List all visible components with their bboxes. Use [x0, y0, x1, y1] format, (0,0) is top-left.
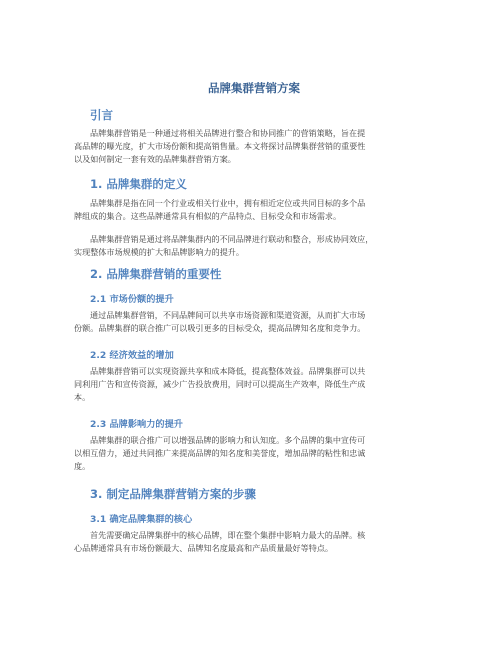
text-line: 心品牌通常具有市场份额最大、品牌知名度最高和产品质量最好等特点。: [74, 543, 334, 553]
text-line: 以及如何制定一套有效的品牌集群营销方案。: [74, 154, 236, 164]
text-line: 品牌集群是指在同一个行业或相关行业中，拥有相近定位或共同目标的多个品: [90, 198, 366, 208]
section-2-3-heading: 2.3 品牌影响力的提升: [90, 419, 183, 430]
section-1-heading: 1. 品牌集群的定义: [90, 177, 187, 191]
section-2-2-heading: 2.2 经济效益的增加: [90, 350, 174, 361]
document-title: 品牌集群营销方案: [208, 81, 300, 95]
text-line: 高品牌的曝光度，扩大市场份额和提高销售量。本文将探讨品牌集群营销的重要性: [74, 141, 366, 151]
text-line: 牌组成的集合。这些品牌通常具有相似的产品特点、目标受众和市场需求。: [74, 211, 342, 221]
section-2-3-paragraph: [74, 434, 434, 473]
text-line: 以相互借力，通过共同推广来提高品牌的知名度和美誉度，增加品牌的粘性和忠诚: [74, 448, 366, 458]
text-line: 度。: [74, 461, 91, 471]
text-line: 本。: [74, 392, 91, 402]
intro-paragraph: [74, 127, 434, 166]
section-3-heading: 3. 制定品牌集群营销方案的步骤: [90, 487, 256, 501]
text-line: 品牌集群营销是通过将品牌集群内的不同品牌进行联动和整合，形成协同效应，: [90, 234, 374, 244]
section-3-1-heading: 3.1 确定品牌集群的核心: [90, 514, 193, 525]
section-2-1-paragraph: [74, 309, 434, 335]
section-1-paragraph-2: [74, 233, 434, 259]
text-line: 品牌集群的联合推广可以增强品牌的影响力和认知度。多个品牌的集中宣传可: [90, 435, 366, 445]
text-line: 品牌集群营销是一种通过将相关品牌进行整合和协同推广的营销策略，旨在提: [90, 128, 366, 138]
text-line: 品牌集群营销可以实现资源共享和成本降低，提高整体效益。品牌集群可以共: [90, 366, 366, 376]
intro-heading: 引言: [90, 108, 113, 122]
section-3-1-paragraph: [74, 529, 434, 555]
section-1-paragraph-1: [74, 197, 434, 223]
section-2-heading: 2. 品牌集群营销的重要性: [90, 267, 222, 281]
text-line: 通过品牌集群营销，不同品牌间可以共享市场资源和渠道资源，从而扩大市场: [90, 310, 366, 320]
section-2-1-heading: 2.1 市场份额的提升: [90, 294, 174, 305]
text-line: 同利用广告和宣传资源，减少广告投放费用，同时可以提高生产效率，降低生产成: [74, 379, 366, 389]
text-line: 份额。品牌集群的联合推广可以吸引更多的目标受众，提高品牌知名度和竞争力。: [74, 323, 366, 333]
section-2-2-paragraph: [74, 365, 434, 404]
text-line: 实现整体市场规模的扩大和品牌影响力的提升。: [74, 247, 244, 257]
text-line: 首先需要确定品牌集群中的核心品牌，即在整个集群中影响力最大的品牌。核: [90, 530, 366, 540]
